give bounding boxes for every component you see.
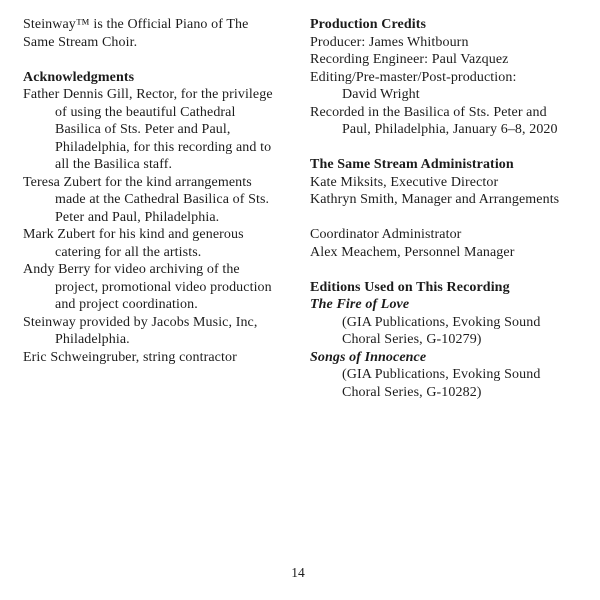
blank-line <box>310 261 588 279</box>
right-column <box>310 16 588 401</box>
text-line: Editing/Pre-master/Post-production: <box>310 69 517 85</box>
blank-line <box>310 209 588 227</box>
text-line: Steinway™ is the Official Piano of The <box>23 17 249 32</box>
text-line: Philadelphia, for this recording and to <box>55 139 272 155</box>
text-line: Steinway provided by Jacobs Music, Inc, <box>23 314 258 330</box>
section-heading: The Same Stream Administration <box>310 157 514 172</box>
text-line: Philadelphia. <box>55 332 130 347</box>
section-heading: Production Credits <box>310 17 427 32</box>
text-line: project, promotional video production <box>55 279 272 295</box>
text-line: made at the Cathedral Basilica of Sts. <box>55 192 270 207</box>
text-line: Choral Series, G-10279) <box>342 332 482 347</box>
text-line: Kathryn Smith, Manager and Arrangements <box>310 192 560 207</box>
blank-line <box>310 139 588 157</box>
text-line: Recording Engineer: Paul Vazquez <box>310 52 509 67</box>
text-line: Producer: James Whitbourn <box>310 34 469 50</box>
left-column <box>23 16 299 366</box>
text-line: Alex Meachem, Personnel Manager <box>310 244 515 260</box>
text-line: Same Stream Choir. <box>23 34 138 50</box>
text-line: Coordinator Administrator <box>310 227 462 242</box>
text-line: Mark Zubert for his kind and generous <box>23 227 244 242</box>
text-line: Kate Miksits, Executive Director <box>310 174 499 190</box>
text-line: Andy Berry for video archiving of the <box>23 262 240 277</box>
text-line: of using the beautiful Cathedral <box>55 104 236 120</box>
text-line: Paul, Philadelphia, January 6–8, 2020 <box>342 122 558 137</box>
text-line: Peter and Paul, Philadelphia. <box>55 209 220 225</box>
text-line: and project coordination. <box>55 297 198 312</box>
text-line: Father Dennis Gill, Rector, for the privilege <box>23 87 273 102</box>
page-number: 14 <box>291 565 305 580</box>
text-line: catering for all the artists. <box>55 244 202 260</box>
section-heading: Acknowledgments <box>23 69 135 85</box>
work-title: The Fire of Love <box>310 297 410 312</box>
text-line: all the Basilica staff. <box>55 157 173 172</box>
text-line: Eric Schweingruber, string contractor <box>23 349 237 365</box>
text-line: (GIA Publications, Evoking Sound <box>342 367 541 382</box>
text-line: David Wright <box>342 87 420 102</box>
text-line: (GIA Publications, Evoking Sound <box>342 314 541 330</box>
text-line: Choral Series, G-10282) <box>342 384 482 400</box>
text-line: Teresa Zubert for the kind arrangements <box>23 174 252 190</box>
work-title: Songs of Innocence <box>310 349 427 365</box>
section-heading: Editions Used on This Recording <box>310 279 510 295</box>
text-line: Basilica of Sts. Peter and Paul, <box>55 122 231 137</box>
text-line: Recorded in the Basilica of Sts. Peter and <box>310 104 547 120</box>
blank-line <box>23 51 299 69</box>
